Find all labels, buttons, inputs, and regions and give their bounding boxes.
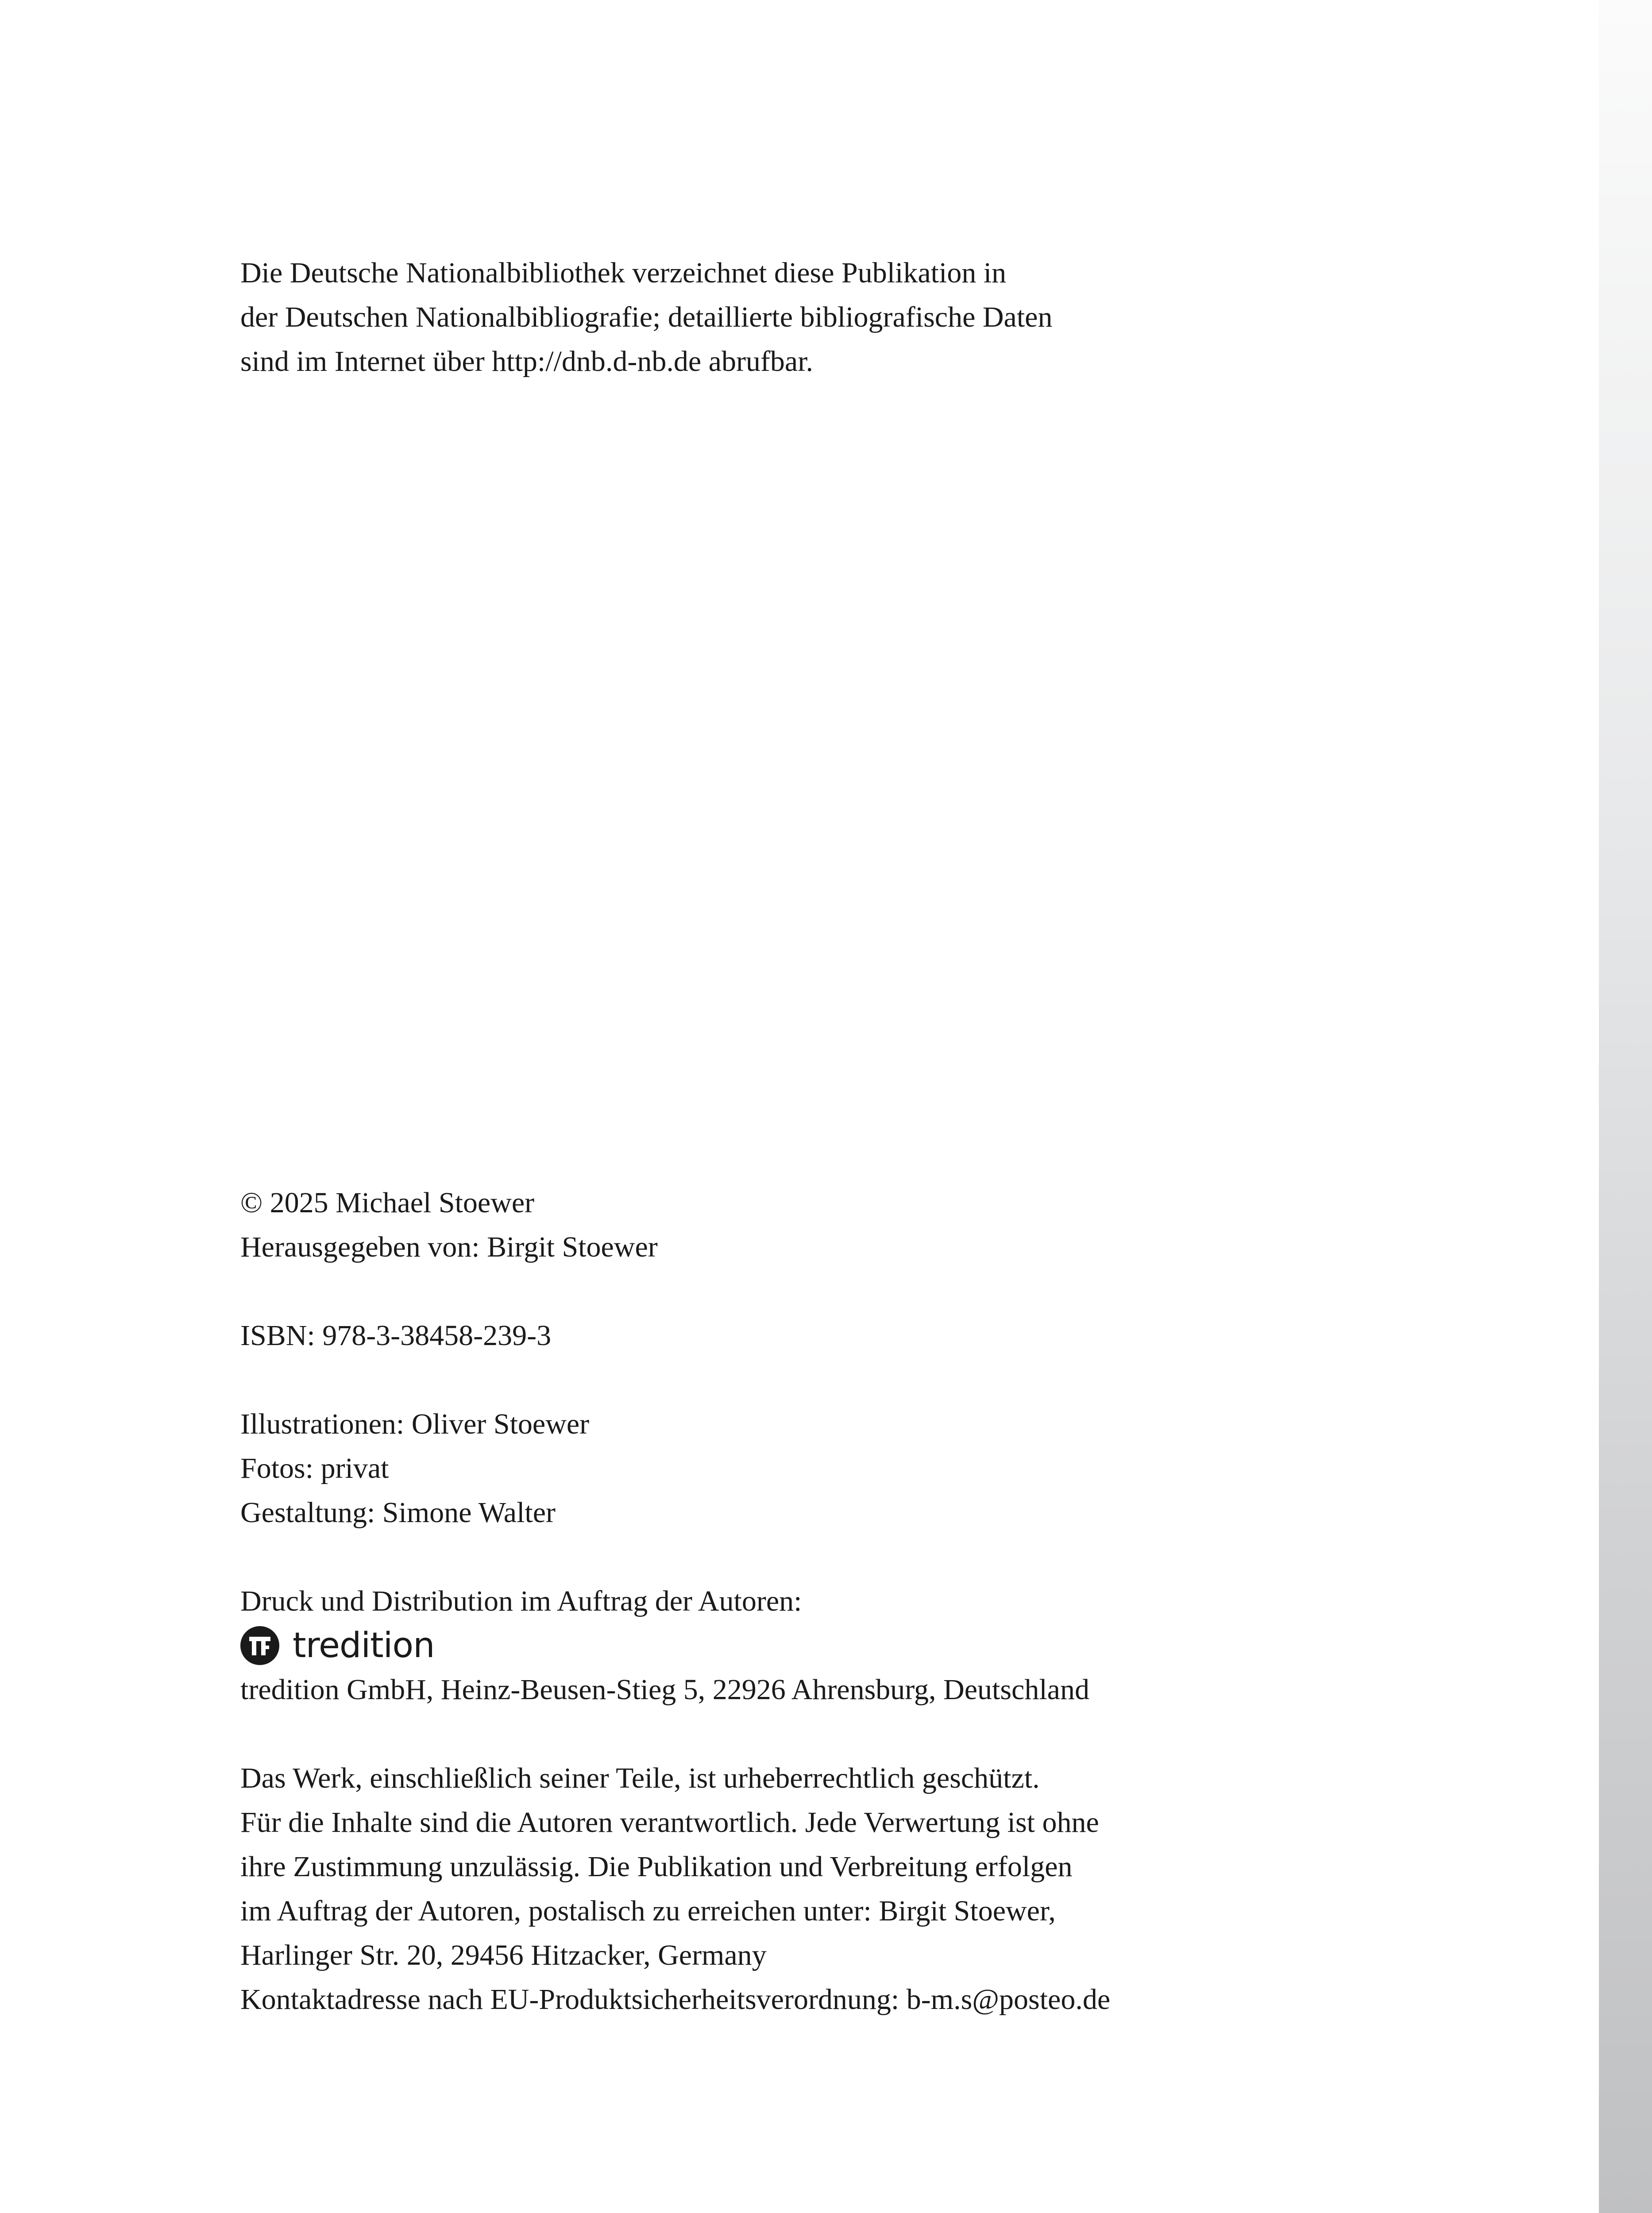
legal-line: im Auftrag der Autoren, postalisch zu erreichen unter: Birgit Stoewer, (240, 1895, 1056, 1927)
credit-design: Gestaltung: Simone Walter (240, 1496, 556, 1529)
credit-illustrations: Illustrationen: Oliver Stoewer (240, 1408, 590, 1440)
legal-notice (240, 1756, 1546, 2022)
tredition-logo (240, 1623, 1546, 1668)
tredition-logo-icon (240, 1626, 279, 1665)
page-edge-shadow (1599, 0, 1652, 2213)
credit-photos: Fotos: privat (240, 1452, 389, 1484)
credits-section (240, 1402, 1546, 1535)
copyright-section (240, 1181, 1546, 1269)
isbn-section (240, 1314, 1546, 1358)
isbn-line: ISBN: 978-3-38458-239-3 (240, 1319, 552, 1352)
legal-line: Harlinger Str. 20, 29456 Hitzacker, Germany (240, 1939, 767, 1971)
tredition-logo-text: tredition (293, 1626, 435, 1666)
copyright-line: © 2025 Michael Stoewer (240, 1187, 535, 1219)
dnb-notice (240, 251, 1546, 384)
publisher-address: tredition GmbH, Heinz-Beusen-Stieg 5, 22926 Ahrensburg, Deutschland (240, 1673, 1089, 1706)
legal-line: Für die Inhalte sind die Autoren verantwortlich. Jede Verwertung ist ohne (240, 1806, 1099, 1839)
legal-contact-line: Kontaktadresse nach EU-Produktsicherheitsverordnung: b-m.s@posteo.de (240, 1983, 1111, 2016)
legal-line: Das Werk, einschließlich seiner Teile, ist urheberrechtlich geschützt. (240, 1762, 1040, 1794)
dnb-notice-line: der Deutschen Nationalbibliografie; detaillierte bibliografische Daten (240, 301, 1053, 333)
editor-line: Herausgegeben von: Birgit Stoewer (240, 1231, 658, 1263)
dnb-notice-line: Die Deutsche Nationalbibliothek verzeichnet diese Publikation in (240, 257, 1007, 289)
print-distribution-section (240, 1579, 1546, 1712)
legal-line: ihre Zustimmung unzulässig. Die Publikation und Verbreitung erfolgen (240, 1851, 1073, 1883)
print-intro: Druck und Distribution im Auftrag der Autoren: (240, 1585, 802, 1617)
dnb-notice-line: sind im Internet über http://dnb.d-nb.de abrufbar. (240, 345, 814, 378)
